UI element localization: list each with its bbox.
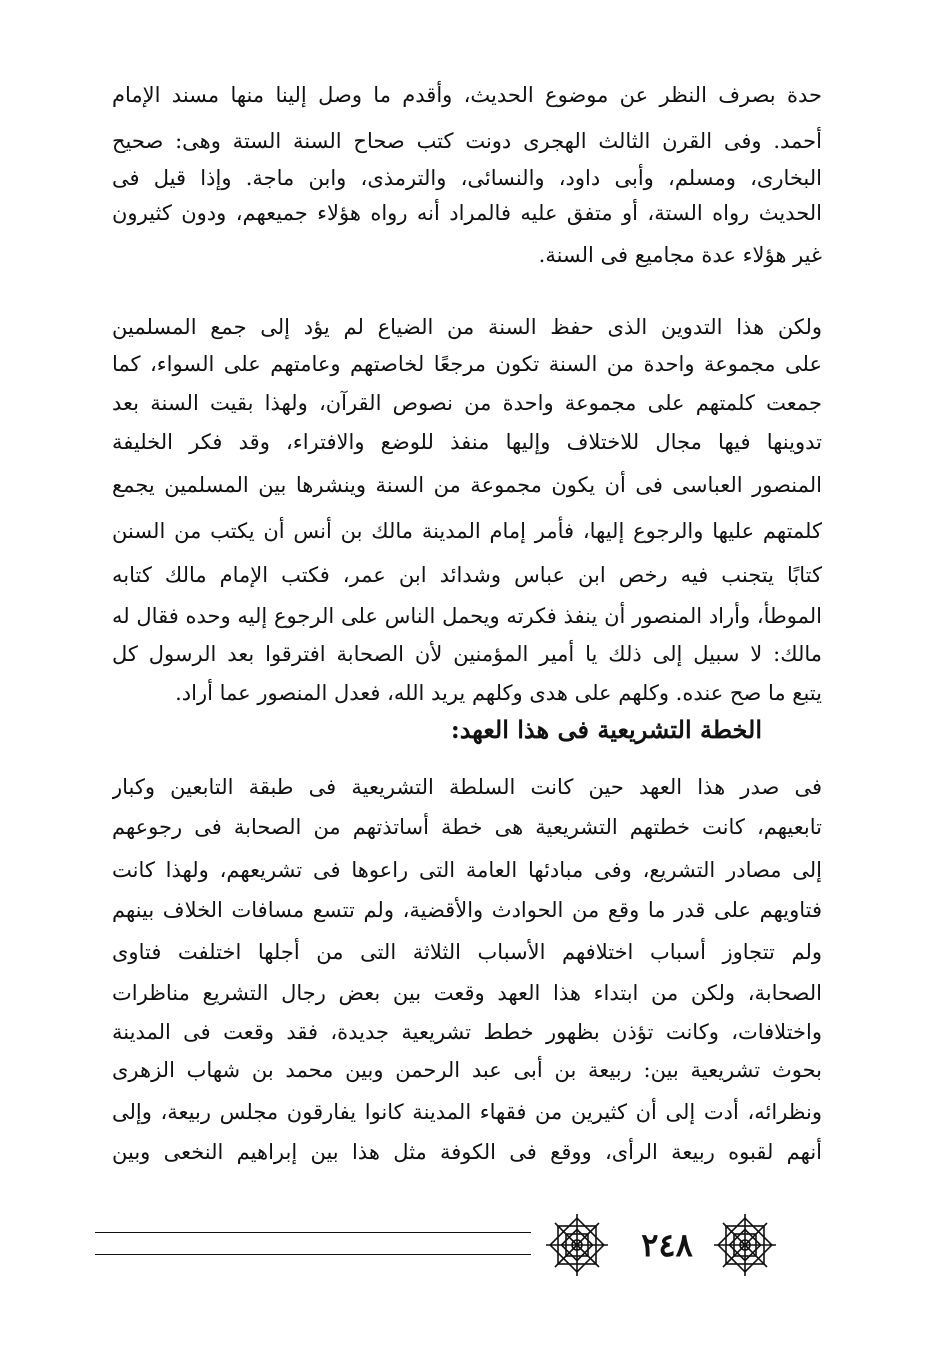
text-line: ولم تتجاوز أسباب اختلافهم الأسباب الثلاثة التى من أجلها اختلفت فتاوى — [112, 940, 822, 964]
text-line: واختلافات، وكانت تؤذن بظهور خطط تشريعية جديدة، فقد وقعت فى المدينة — [112, 1020, 822, 1044]
text-line: فى صدر هذا العهد حين كانت السلطة التشريعية فى طبقة التابعين وكبار — [112, 775, 822, 799]
section-heading: الخطة التشريعية فى هذا العهد: — [450, 715, 762, 744]
text-line: الصحابة، ولكن من ابتداء هذا العهد وقعت بين بعض رجال التشريع مناظرات — [112, 981, 822, 1005]
text-line: بحوث تشريعية بين: ربيعة بن أبى عبد الرحمن وبين محمد بن شهاب الزهرى — [112, 1058, 822, 1082]
text-line: ونظرائه، أدت إلى أن كثيرين من فقهاء المدينة كانوا يفارقون مجلس ربيعة، وإلى — [112, 1100, 822, 1124]
text-line: تدوينها فيها مجال للاختلاف وإليها منفذ للوضع والافتراء، وقد فكر الخليفة — [112, 430, 822, 454]
star-ornament-icon — [544, 1212, 610, 1278]
text-line: البخارى، ومسلم، وأبى داود، والنسائى، والترمذى، وابن ماجة. وإذا قيل فى — [112, 166, 822, 190]
text-line: تابعيهم، كانت خطتهم التشريعية هى خطة أساتذتهم من الصحابة فى رجوعهم — [112, 815, 822, 839]
text-line: المنصور العباسى فى أن يكون مجموعة من السنة وينشرها بين المسلمين يجمع — [112, 473, 822, 497]
footer-rule — [95, 1232, 531, 1233]
text-line: على مجموعة واحدة من السنة تكون مرجعًا لخاصتهم وعامتهم على السواء، كما — [112, 352, 822, 376]
text-line: إلى مصادر التشريع، وفى مبادئها العامة التى راعوها فى تشريعهم، ولهذا كانت — [112, 858, 822, 882]
text-line: حدة بصرف النظر عن موضوع الحديث، وأقدم ما وصل إلينا منها مسند الإمام — [112, 83, 822, 107]
text-line: أحمد. وفى القرن الثالث الهجرى دونت كتب صحاح السنة الستة وهى: صحيح — [112, 129, 822, 153]
text-line: فتاويهم على قدر ما وقع من الحوادث والأقضية، ولم تتسع مسافات الخلاف بينهم — [112, 898, 822, 922]
page-number: ٢٤٨ — [641, 1226, 693, 1264]
star-ornament-icon — [712, 1212, 778, 1278]
text-line: كتابًا يتجنب فيه رخص ابن عباس وشدائد ابن عمر، فكتب الإمام مالك كتابه — [112, 563, 822, 587]
text-line: جمعت كلمتهم على مجموعة واحدة من نصوص القرآن، ولهذا بقيت السنة بعد — [112, 391, 822, 415]
text-line: ولكن هذا التدوين الذى حفظ السنة من الضياع لم يؤد إلى جمع المسلمين — [112, 315, 822, 339]
text-line: كلمتهم عليها والرجوع إليها، فأمر إمام المدينة مالك بن أنس أن يكتب من السنن — [112, 519, 822, 543]
text-line: الحديث رواه الستة، أو متفق عليه فالمراد أنه رواه هؤلاء جميعهم، ودون كثيرون — [112, 201, 822, 225]
text-line: مالك: لا سبيل إلى ذلك يا أمير المؤمنين لأن الصحابة افترقوا بعد الرسول كل — [112, 642, 822, 666]
text-line: أنهم لقبوه ربيعة الرأى، ووقع فى الكوفة مثل هذا بين إبراهيم النخعى وبين — [112, 1140, 822, 1164]
text-line: غير هؤلاء عدة مجاميع فى السنة. — [538, 243, 822, 267]
text-line: الموطأ، وأراد المنصور أن ينفذ فكرته ويحمل الناس على الرجوع إليه وحده فقال له — [112, 604, 822, 628]
text-line: يتبع ما صح عنده. وكلهم على هدى وكلهم يريد الله، فعدل المنصور عما أراد. — [175, 681, 822, 705]
footer-rule — [95, 1254, 531, 1255]
